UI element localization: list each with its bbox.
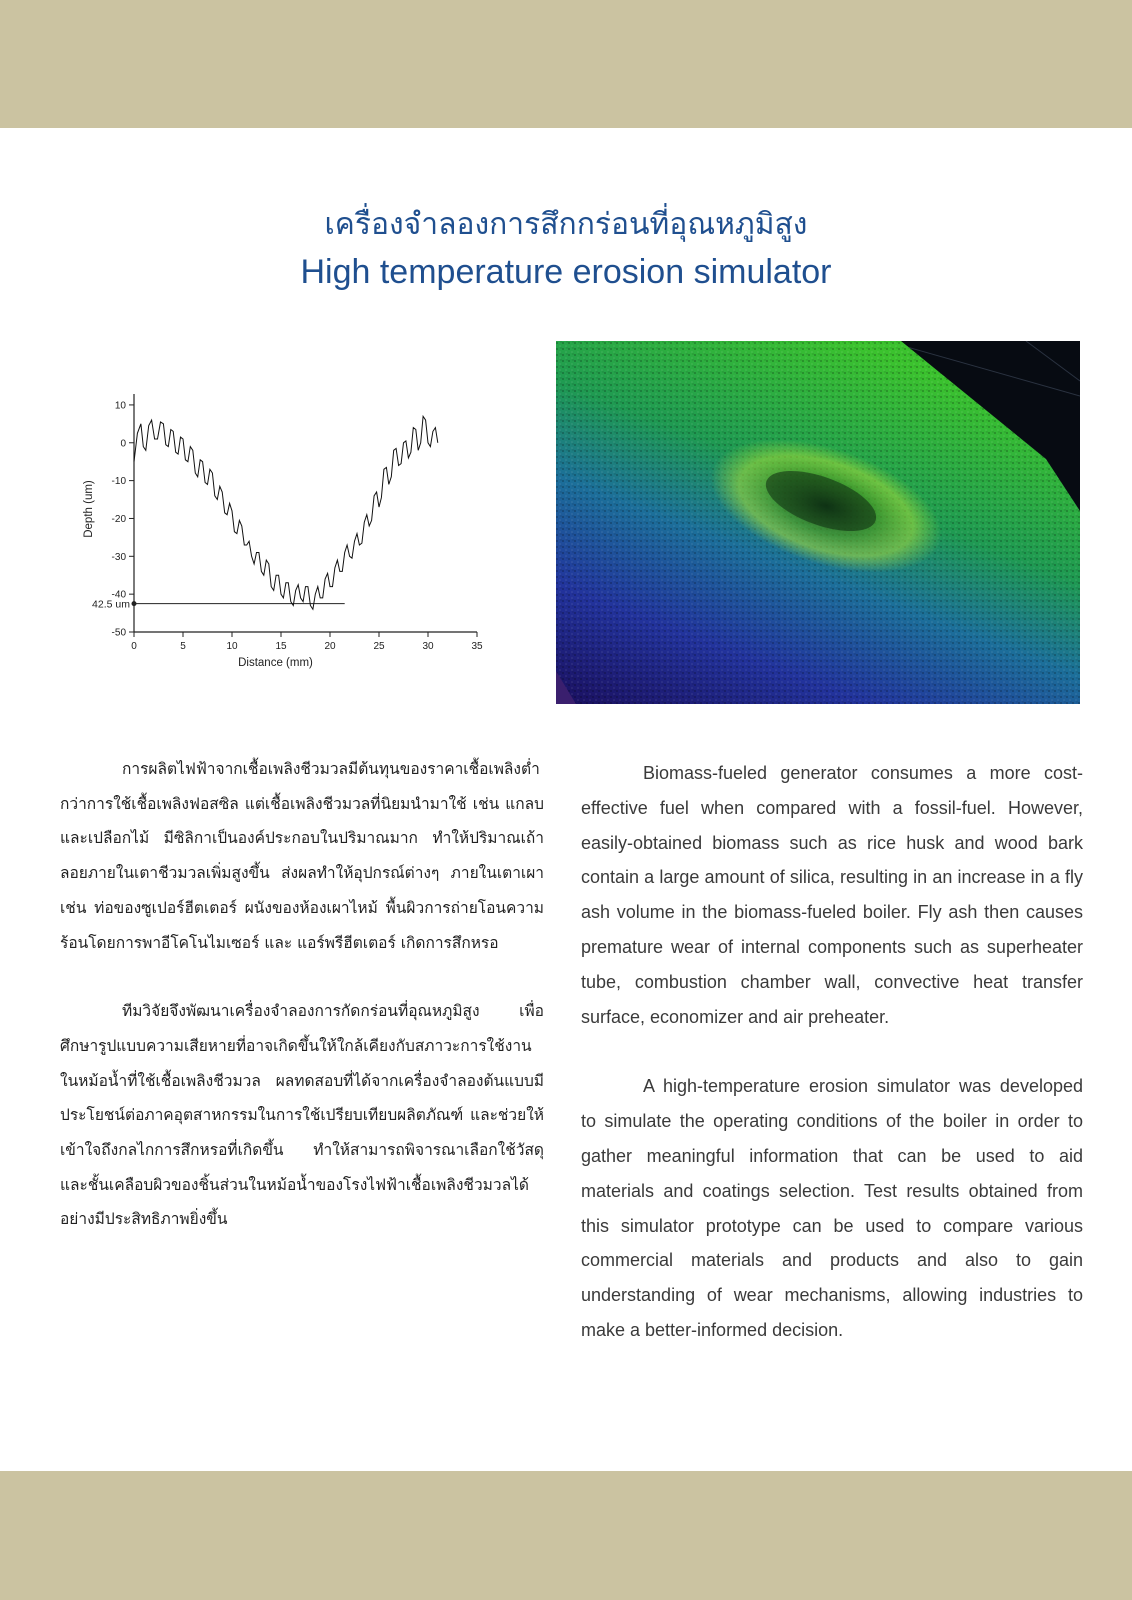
depth-profile-chart (70, 370, 510, 700)
x-tick-label: 10 (226, 641, 238, 652)
title-thai: เครื่องจำลองการสึกกร่อนที่อุณหภูมิสูง (324, 207, 808, 242)
surface-scan-image (556, 341, 1080, 704)
bottom-band (0, 1471, 1132, 1600)
y-tick-label: -30 (111, 551, 126, 563)
x-tick-label: 35 (471, 641, 483, 652)
thai-paragraph-2: ทีมวิจัยจึงพัฒนาเครื่องจำลองการกัดกร่อนที่อุณหภูมิสูง เพื่อศึกษารูปแบบความเสียหายที่อาจเกิดขึ้นให้ใกล้เคียงกับสภาวะการใช้งานในหม้อน้ำที่ใช้เชื้อเพลิงชีวมวล ผลทดสอบที่ได้จากเครื่องจำลองต้นแบบมีประโยชน์ต่อภาคอุตสาหกรรมในการใช้เปรียบเทียบผลิตภัณฑ์ และช่วยให้เข้าใจถึงกลไกการสึกหรอที่เกิดขึ้น ทำให้สามารถพิจารณาเลือกใช้วัสดุและชั้นเคลือบผิวของชิ้นส่วนในหม้อน้ำของโรงไฟฟ้าเชื้อเพลิงชีวมวลได้อย่างมีประสิทธิภาพยิ่งขึ้น (60, 1002, 544, 1229)
english-paragraph-2: A high-temperature erosion simulator was developed to simulate the operating conditions of the boiler in order to gather meaningful information that can be used to aid materials and coatings selection. Test results obtained from this simulator prototype can be used to compare various commercial materials and products and also to gain understanding of wear mechanisms, allowing industries to make a better-informed decision. (581, 1076, 1083, 1340)
y-axis-label: Depth (um) (83, 480, 95, 538)
y-tick-label: -20 (111, 513, 126, 525)
english-paragraph-1: Biomass-fueled generator consumes a more cost-effective fuel when compared with a fossil-fuel. However, easily-obtained biomass such as rice husk and wood bark contain a large amount of silica, resulting in an increase in a fly ash volume in the biomass-fueled boiler. Fly ash then causes premature wear of internal components such as superheater tube, combustion chamber wall, convective heat transfer surface, economizer and air preheater. (581, 763, 1083, 1027)
x-tick-label: 20 (324, 641, 336, 652)
top-band (0, 0, 1132, 128)
y-tick-label: -50 (111, 627, 126, 639)
thai-paragraph-1: การผลิตไฟฟ้าจากเชื้อเพลิงชีวมวลมีต้นทุนของราคาเชื้อเพลิงต่ำกว่าการใช้เชื้อเพลิงฟอสซิล แต่เชื้อเพลิงชีวมวลที่นิยมนำมาใช้ เช่น แกลบ และเปลือกไม้ มีซิลิกาเป็นองค์ประกอบในปริมาณมาก ทำให้ปริมาณเถ้าลอยภายในเตาชีวมวลเพิ่มสูงขึ้น ส่งผลทำให้อุปกรณ์ต่างๆ ภายในเตาเผา เช่น ท่อของซูเปอร์ฮีตเตอร์ ผนังของห้องเผาไหม้ พื้นผิวการถ่ายโอนความร้อนโดยการพาอีโคโนไมเซอร์ และ แอร์พรีฮีตเตอร์ เกิดการสึกหรอ (60, 760, 544, 952)
x-tick-label: 30 (422, 641, 434, 652)
y-tick-label: -40 (111, 589, 126, 601)
surface-scan-svg (556, 341, 1080, 704)
x-tick-label: 25 (373, 641, 385, 652)
y-tick-label: 0 (120, 438, 126, 450)
title-english: High temperature erosion simulator (300, 253, 832, 291)
depth-profile-line (134, 416, 438, 609)
depth-annotation: 42.5 um (92, 598, 130, 611)
x-tick-label: 15 (275, 641, 287, 652)
y-tick-label: -10 (111, 476, 126, 488)
x-tick-label: 5 (180, 641, 186, 652)
x-tick-label: 0 (131, 641, 137, 652)
depth-profile-svg (70, 370, 510, 700)
thai-body-column (60, 752, 544, 1237)
english-body-column (581, 756, 1083, 1348)
depth-reference-marker (132, 601, 137, 606)
page-title (0, 203, 1132, 295)
y-tick-label: 10 (114, 400, 126, 412)
x-axis-label: Distance (mm) (238, 657, 313, 669)
